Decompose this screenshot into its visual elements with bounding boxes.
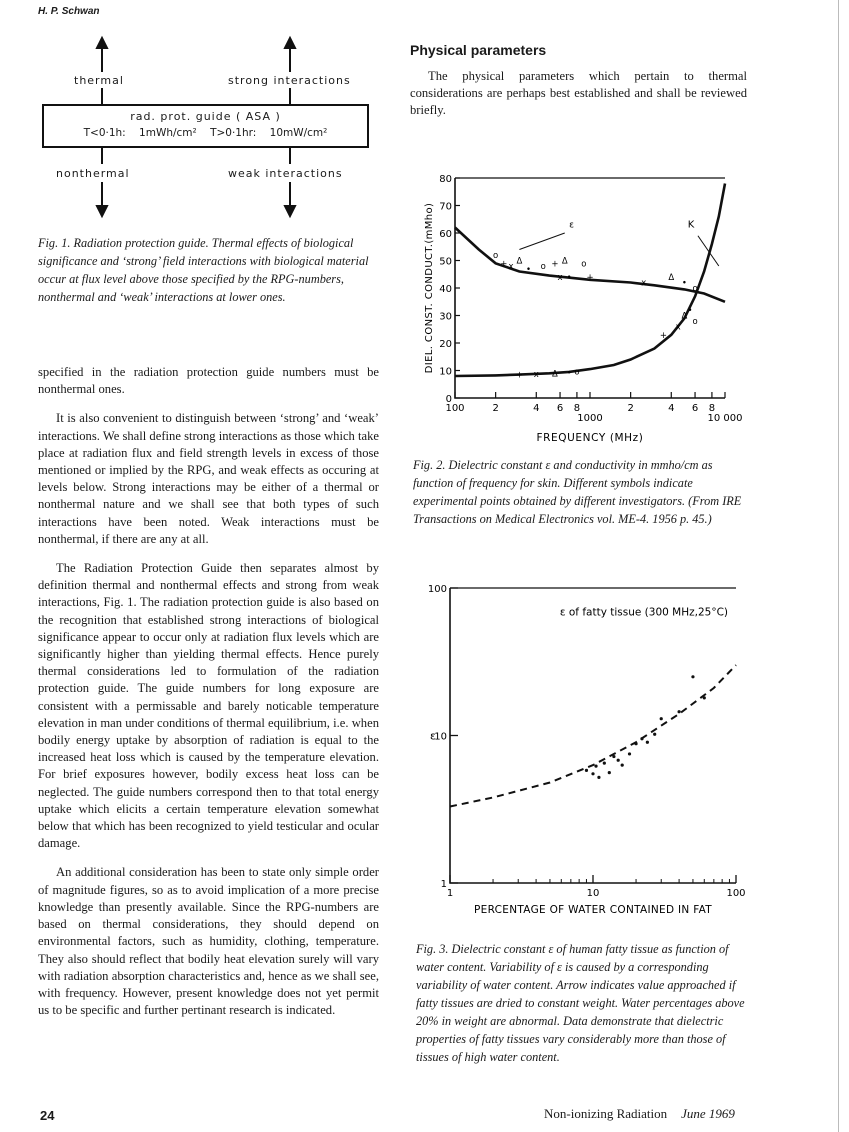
fig2-data-point: x <box>508 262 514 272</box>
fig3-data-point <box>634 742 637 745</box>
fig2-data-point: • <box>566 368 572 379</box>
fig2-y-tick-label: 40 <box>439 284 452 295</box>
fig2-y-tick-label: 20 <box>439 339 452 350</box>
fig3-data-point <box>703 696 706 699</box>
fig1-label-weak-interactions: weak interactions <box>228 167 343 180</box>
fig2-data-point: • <box>566 273 572 283</box>
journal-date: June 1969 <box>681 1106 735 1121</box>
fig3-data-point <box>646 741 649 744</box>
fig3-data-point <box>691 675 694 678</box>
fig2-y-tick-label: 70 <box>439 201 452 213</box>
fig2-data-point: + <box>551 259 559 270</box>
fig3-data-point <box>612 755 615 758</box>
fig2-data-point: • <box>681 278 687 289</box>
fig2-k-pointer <box>698 236 719 266</box>
fig3-data-point <box>585 769 588 772</box>
paragraph-3: An additional consideration has been to state only simple order of magnitude figures, so as to avoid implication of a more precise knowledge than presently available. Since the RPG-numbers are based on thermal considerations, they should depend on environmental factors, such as humidity, clothing, temperature. They also should reflect that bodily heat elevation surely will vary with radiation absorption characteristics and, hence as we shall see, with frequency. However, present knowledge does not yet permit us to be specific and further pertinant research is indicated. <box>38 865 379 1018</box>
fig2-x-axis-label: FREQUENCY (MHz) <box>536 432 644 444</box>
fig2-series-label-k: K <box>687 219 695 231</box>
fig3-data-point <box>653 733 656 736</box>
fig2-epsilon-pointer <box>519 233 564 250</box>
fig2-y-tick-label: 60 <box>439 229 452 240</box>
fig1-guide-box <box>42 104 369 148</box>
fig1-label-nonthermal: nonthermal <box>56 167 130 180</box>
fig2-series-label-epsilon: ε <box>569 220 574 231</box>
fig2-data-point: • <box>525 264 531 275</box>
fig2-y-tick-label: 50 <box>439 256 452 268</box>
fig3-data-point <box>591 772 594 775</box>
fig3-data-point <box>660 717 663 720</box>
fig2-data-point: o <box>692 284 698 294</box>
fig2-data-point: x <box>533 369 539 380</box>
fig3-y-axis-label: ε <box>430 729 436 743</box>
fig3-x-axis-label: PERCENTAGE OF WATER CONTAINED IN FAT <box>474 904 712 916</box>
paragraph-2: The Radiation Protection Guide then separates almost by definition thermal and nonthermal effects and strong from weak interactions, Fig. 1. The radiation protection guide is also based on the recognition that established strong interactions of biological significance appear to occur only at radiation flux levels which are significantly higher than yielding thermal effects. Hence purely thermal considerations led to formulation of the radiation protection guide. The guide numbers for long exposure are consistent with a permissable and barely noticable temperature elevation in man under conditions of thermal equilibrium, i.e. when bodily energy uptake by absorption of radiation is equal to the increased heat loss which is caused by the temperature elevation. For brief exposures however, bodily excess heat loss can be neglected. The guide numbers correspond then to that total energy uptake which elicits a certain temperature elevation somewhat below that which has been recognized to yield testicular and ocular damage. <box>38 561 379 851</box>
fig3-data-point <box>677 710 680 713</box>
fig2-data-point: + <box>515 370 523 381</box>
fig2-data-point: x <box>675 322 681 333</box>
fig3-trend-line <box>450 665 736 806</box>
fig2-data-point: + <box>659 330 668 341</box>
fig2-data-point: + <box>500 259 508 270</box>
fig2-x-tick-label: 4 <box>668 403 675 414</box>
fig2-x-tick-label: 10 000 <box>707 413 743 424</box>
journal-footer <box>544 1106 735 1122</box>
left-column-text <box>38 364 379 1019</box>
fig1-box-title: rad. prot. guide ( ASA ) <box>130 110 281 123</box>
fig1-label-thermal: thermal <box>74 74 124 87</box>
fig2-y-tick-label: 0 <box>445 394 452 405</box>
fig2-x-tick-label: 100 <box>445 403 465 414</box>
fig3-x-tick-label: 1 <box>446 888 454 899</box>
fig3-axes <box>450 588 736 883</box>
fig2-data-point: Δ <box>552 369 558 380</box>
fig2-x-tick-label: 1000 <box>577 413 603 424</box>
fig2-data-point: Δ <box>561 256 568 267</box>
fig2-epsilon-curve <box>455 228 725 302</box>
fig3-data-point <box>597 776 600 779</box>
fig3-y-tick-label: 1 <box>440 879 447 890</box>
fig2-x-tick-label: 6 <box>691 403 699 414</box>
fig2-data-point: Δ <box>681 311 688 322</box>
fig2-y-tick-label: 80 <box>439 174 452 185</box>
fig2-y-axis-label: DIEL. CONST. CONDUCT.(mMho) <box>424 202 435 374</box>
intro-paragraph: The physical parameters which pertain to thermal considerations are perhaps best established and shall be reviewed briefly. <box>410 69 747 118</box>
page-number: 24 <box>40 1108 55 1123</box>
fig3-annotation: ε of fatty tissue (300 MHz,25°C) <box>559 606 728 619</box>
scan-edge <box>838 0 849 1132</box>
fig3-chart <box>410 578 750 923</box>
running-header-author: H. P. Schwan <box>38 6 100 17</box>
paragraph-0: specified in the radiation protection guide numbers must be nonthermal ones. <box>38 365 379 397</box>
section-title: Physical parameters <box>410 42 547 58</box>
fig2-caption: Fig. 2. Dielectric constant ε and conductivity in mmho/cm as function of frequency for skin. Different symbols indicate experimental points obtained by different investigators. (From IRE Transactions on Medical Electronics vol. ME-4. 1956 p. 45.) <box>413 458 742 526</box>
section-intro <box>410 68 747 120</box>
fig3-x-tick-label: 10 <box>586 888 600 899</box>
fig2-data-point: o <box>692 317 698 327</box>
paragraph-1: It is also convenient to distinguish between ‘strong’ and ‘weak’ interactions. We shall define strong interactions as those which take place at radiation flux and field strength levels in excess of those mentioned or implied by the RPG, and weak effects as occuring at levels below. Strong interactions may be either of a thermal or nonthermal nature and we shall see that both types of such interactions have been noted. Weak interactions must be nonthermal, if there are any at all. <box>38 411 379 546</box>
fig2-data-point: o <box>493 251 499 261</box>
fig2-y-tick-label: 30 <box>439 311 452 323</box>
fig3-data-point <box>621 763 624 766</box>
fig2-chart <box>410 170 750 455</box>
fig3-data-point <box>594 765 597 768</box>
fig3-y-tick-label: 100 <box>427 584 447 595</box>
fig2-data-point: x <box>641 278 647 289</box>
fig2-data-point: o <box>581 259 587 270</box>
fig1-caption: Fig. 1. Radiation protection guide. Thermal effects of biological significance and ‘strong’ field interactions with biological material occur at flux level above those specified by the RPG-numbers, nonthermal and ‘weak’ interactions at lower ones. <box>38 236 369 304</box>
journal-name: Non-ionizing Radiation <box>544 1106 668 1121</box>
fig2-y-tick-label: 10 <box>439 366 452 378</box>
fig1-label-strong-interactions: strong interactions <box>228 74 351 87</box>
fig2-x-tick-label: 2 <box>492 403 499 414</box>
fig3-y-tick-label: 10 <box>434 731 447 743</box>
fig3-data-point <box>603 761 606 764</box>
fig2-data-point: o <box>574 367 580 378</box>
fig3-data-point <box>608 771 611 774</box>
fig3-caption: Fig. 3. Dielectric constant ε of human fatty tissue as function of water content. Variability of ε is caused by a corresponding variability of water content. Arrow indicates value approached if fatty tissues are dried to constant weight. Water percentages above 20% in weight are abnormal. Data demonstrate that dielectric properties of fatty tissues vary considerably more than those of tissues of high water content. <box>416 942 745 1064</box>
fig2-data-point: x <box>557 273 563 283</box>
fig1-box-values: T<0·1h: 1mWh/cm² T>0·1hr: 10mW/cm² <box>83 127 328 139</box>
fig2-x-tick-label: 6 <box>556 403 564 414</box>
fig3-data-point <box>640 737 643 740</box>
fig2-x-tick-label: 8 <box>573 403 581 414</box>
fig2-data-point: Δ <box>516 256 523 267</box>
fig3-data-point <box>617 759 620 762</box>
fig3-x-tick-label: 100 <box>726 888 746 899</box>
fig2-data-point: • <box>687 306 693 316</box>
fig3-data-point <box>628 752 631 755</box>
fig2-data-point: o <box>540 262 546 272</box>
fig2-x-tick-label: 2 <box>627 403 634 414</box>
fig2-x-tick-label: 4 <box>533 403 540 414</box>
fig2-data-point: Δ <box>668 273 675 283</box>
fig2-x-tick-label: 8 <box>708 403 716 414</box>
fig2-data-point: + <box>586 273 594 283</box>
